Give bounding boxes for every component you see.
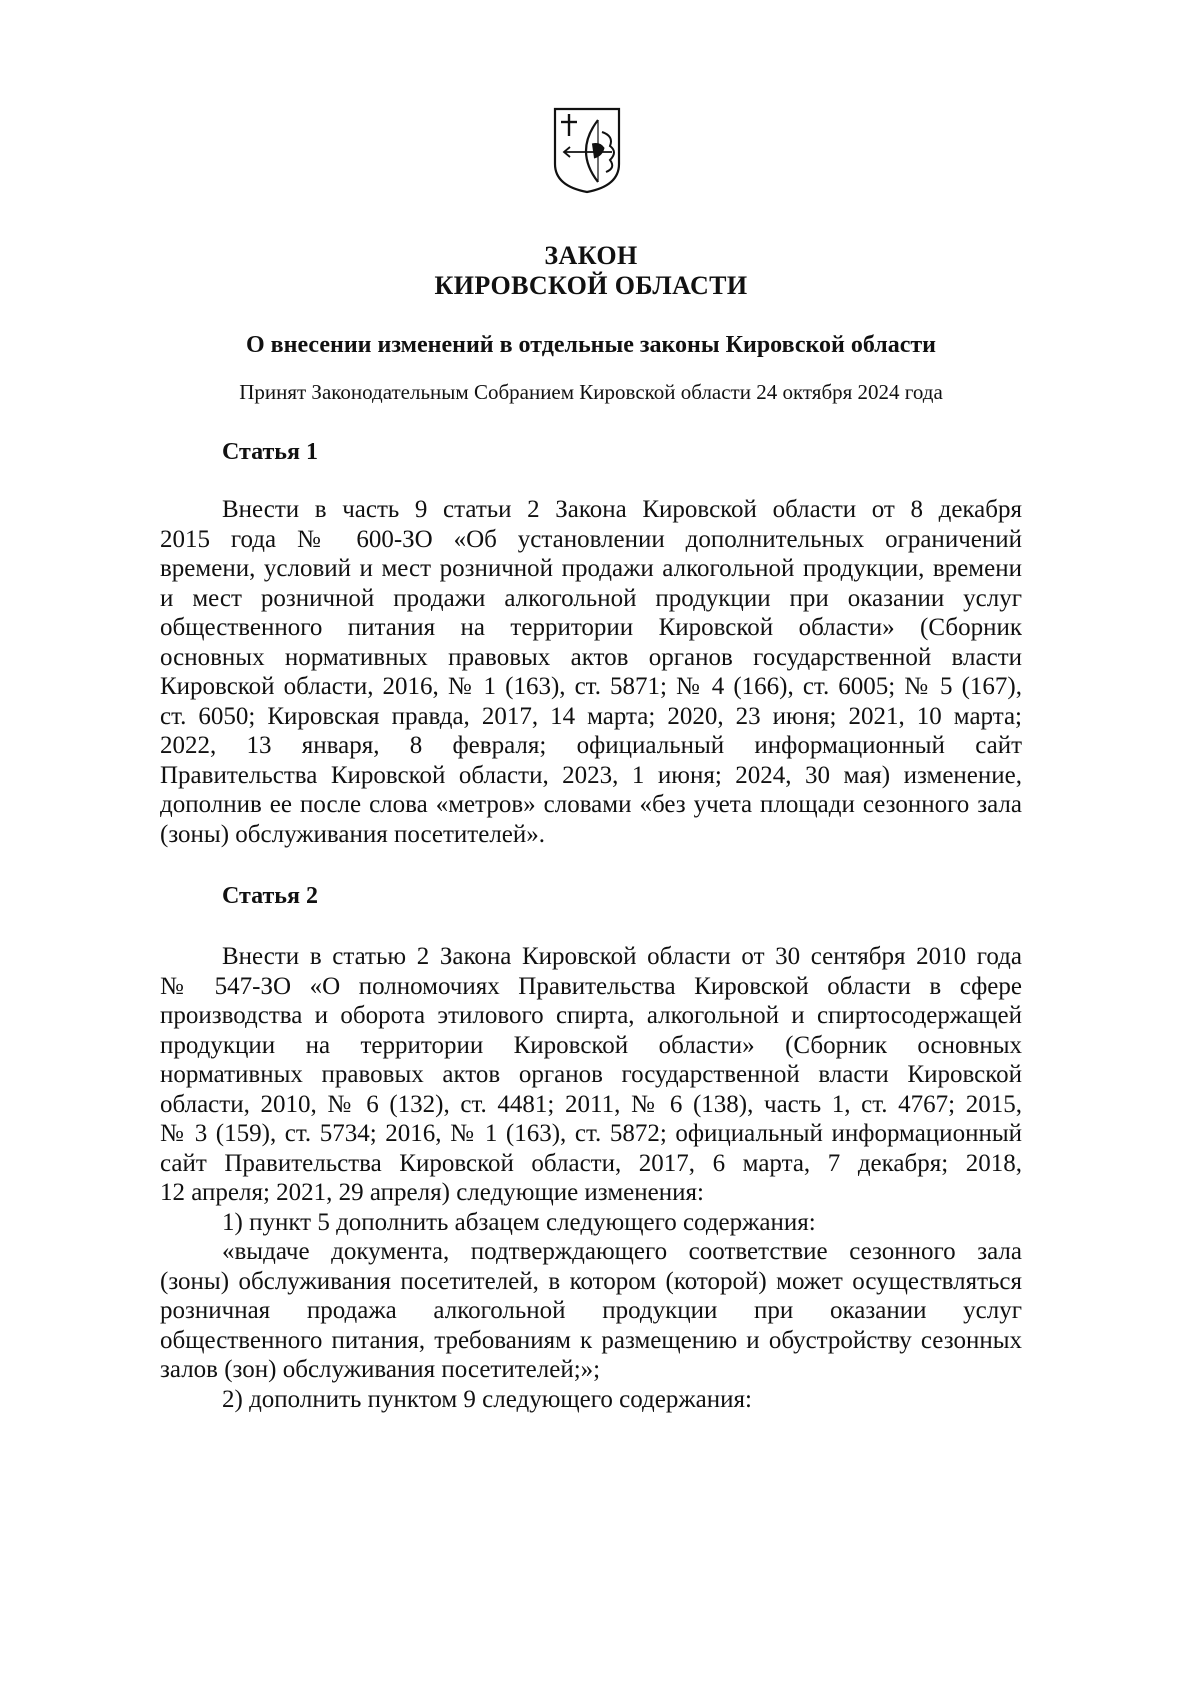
- list-item: [160, 1208, 1022, 1238]
- article-2-body: [160, 942, 1022, 1414]
- text-line: «выдаче документа, подтверждающего соответствие сезонного зала: [222, 1238, 1022, 1265]
- article-1-heading: Статья 1: [222, 439, 318, 465]
- text-line: № 547-ЗО «О полномочиях Правительства Кировской области в сфере: [160, 972, 1022, 1000]
- text-line: ст. 6050; Кировская правда, 2017, 14 марта; 2020, 23 июня; 2021, 10 марта;: [160, 702, 1022, 730]
- text-line: Внести в часть 9 статьи 2 Закона Кировской области от 8 декабря: [222, 496, 1022, 523]
- text-line: 2) дополнить пунктом 9 следующего содержания:: [222, 1385, 752, 1413]
- text-line: Кировской области, 2016, № 1 (163), ст. 5871; № 4 (166), ст. 6005; № 5 (167),: [160, 673, 1022, 700]
- title-line-2: КИРОВСКОЙ ОБЛАСТИ: [434, 271, 748, 300]
- text-line: области, 2010, № 6 (132), ст. 4481; 2011, № 6 (138), часть 1, ст. 4767; 2015,: [160, 1090, 1022, 1118]
- text-line: продукции на территории Кировской области» (Сборник основных: [160, 1031, 1022, 1059]
- document-subtitle: О внесении изменений в отдельные законы Кировской области: [246, 332, 936, 358]
- article-1-body: [160, 495, 1022, 849]
- text-line: общественного питания, требованиям к размещению и обустройству сезонных: [160, 1326, 1022, 1354]
- text-line: 2015 года № 600-ЗО «Об установлении дополнительных ограничений: [160, 525, 1022, 553]
- text-line: 12 апреля; 2021, 29 апреля) следующие изменения:: [160, 1179, 704, 1206]
- text-line: залов (зон) обслуживания посетителей;»;: [160, 1356, 601, 1383]
- text-line: 2022, 13 января, 8 февраля; официальный информационный сайт: [160, 732, 1022, 759]
- text-line: розничная продажа алкогольной продукции при оказании услуг: [160, 1297, 1022, 1324]
- cross-mark: [561, 114, 577, 136]
- paragraph: [160, 495, 1022, 849]
- text-line: и мест розничной продажи алкогольной продукции при оказании услуг: [160, 584, 1022, 612]
- adoption-note: Принят Законодательным Собранием Кировской области 24 октября 2024 года: [239, 380, 943, 404]
- text-line: нормативных правовых актов органов государственной власти Кировской: [160, 1061, 1022, 1088]
- text-line: сайт Правительства Кировской области, 2017, 6 марта, 7 декабря; 2018,: [160, 1149, 1022, 1177]
- text-line: № 3 (159), ст. 5734; 2016, № 1 (163), ст. 5872; официальный информационный: [160, 1120, 1022, 1147]
- article-2-heading: Статья 2: [222, 883, 318, 909]
- text-line: (зоны) обслуживания посетителей, в котором (которой) может осуществляться: [160, 1267, 1022, 1295]
- paragraph: [160, 942, 1022, 1208]
- text-line: Правительства Кировской области, 2023, 1 июня; 2024, 30 мая) изменение,: [160, 761, 1022, 789]
- text-line: 1) пункт 5 дополнить абзацем следующего содержания:: [222, 1208, 816, 1236]
- text-line: Внести в статью 2 Закона Кировской области от 30 сентября 2010 года: [222, 943, 1022, 970]
- coat-of-arms-graphic: [552, 106, 622, 194]
- document-title: [160, 241, 1022, 301]
- coat-of-arms-icon: [552, 106, 622, 194]
- quoted-paragraph: [160, 1237, 1022, 1385]
- title-line-1: ЗАКОН: [544, 241, 638, 270]
- text-line: производства и оборота этилового спирта, алкогольной и спиртосодержащей: [160, 1002, 1022, 1029]
- arrow: [564, 147, 612, 157]
- text-line: общественного питания на территории Кировской области» (Сборник: [160, 614, 1022, 641]
- hand-shape: [592, 144, 604, 159]
- text-line: (зоны) обслуживания посетителей».: [160, 820, 546, 848]
- text-line: времени, условий и мест розничной продажи алкогольной продукции, времени: [160, 555, 1022, 582]
- text-line: дополнив ее после слова «метров» словами «без учета площади сезонного зала: [160, 791, 1022, 818]
- text-line: основных нормативных правовых актов органов государственной власти: [160, 643, 1022, 671]
- list-item: [160, 1385, 1022, 1415]
